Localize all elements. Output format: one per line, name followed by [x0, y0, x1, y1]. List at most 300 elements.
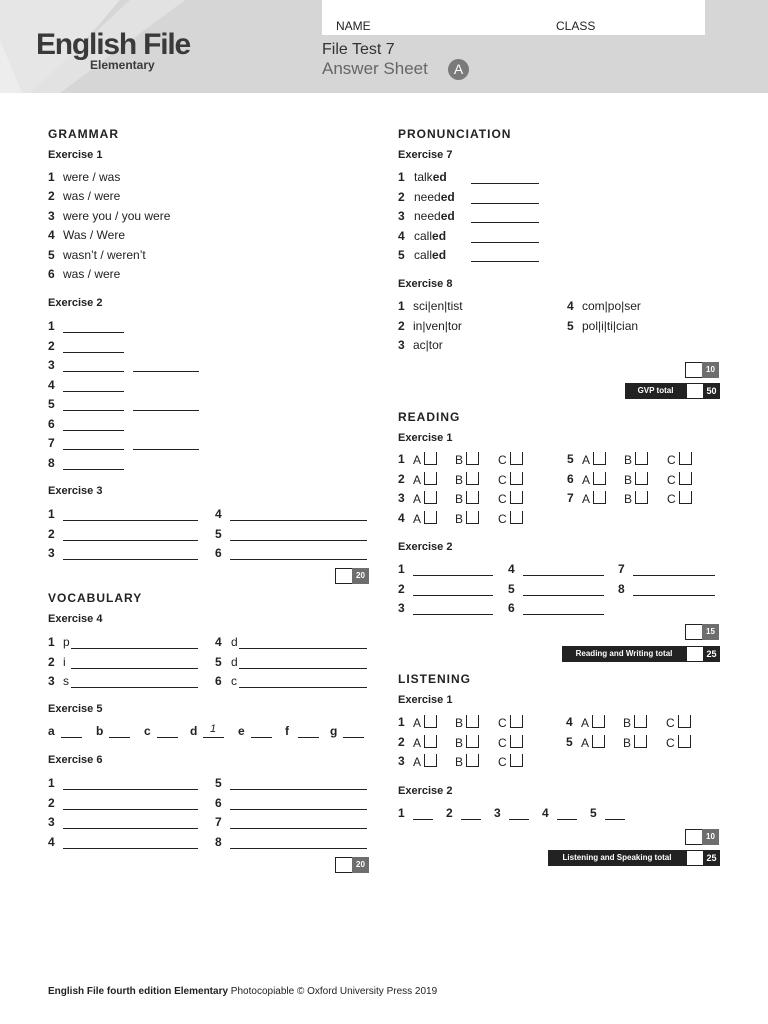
class-label: CLASS [556, 19, 596, 33]
option-checkbox[interactable] [510, 472, 523, 485]
option-checkbox[interactable] [635, 472, 648, 485]
option-letter: B [624, 453, 633, 467]
item-number: 3 [48, 208, 55, 223]
answer-line[interactable] [63, 469, 124, 470]
answer-line[interactable] [471, 242, 539, 243]
score-blank[interactable] [685, 829, 703, 845]
answer-line[interactable] [230, 559, 367, 560]
pronunciation-score-box [685, 362, 720, 378]
option-checkbox[interactable] [466, 511, 479, 524]
footer-copyright: Photocopiable © Oxford University Press 2019 [228, 986, 438, 997]
item-number: 4 [48, 228, 55, 243]
syllable-word: sci|en|tist [413, 299, 463, 313]
answer-line[interactable] [239, 687, 367, 688]
syllable-word: ac|tor [413, 338, 443, 352]
item-number: 5 [566, 734, 573, 749]
answer-line[interactable] [413, 614, 493, 615]
item-number: 5 [398, 248, 405, 262]
word-stem: call [414, 228, 433, 243]
score-blank[interactable] [335, 857, 353, 873]
option-b [623, 735, 647, 750]
gvp-total-label: GVP total [625, 383, 686, 399]
option-letter: C [498, 716, 507, 730]
syllable-word: pol|i|ti|cian [582, 318, 639, 333]
first-letter: d [231, 654, 238, 669]
listening-speaking-total-box [548, 850, 720, 866]
listening-speaking-total-label: Listening and Speaking total [548, 850, 686, 866]
item-number: 3 [398, 209, 405, 223]
test-title: File Test 7 [322, 41, 395, 58]
answer-line[interactable] [63, 371, 124, 372]
answer-line[interactable] [63, 540, 198, 541]
item-number: 2 [398, 318, 405, 333]
word-ending: ed [432, 248, 447, 262]
grammar-ex1-title: Exercise 1 [48, 149, 103, 161]
answer-line[interactable] [509, 819, 529, 820]
option-checkbox[interactable] [592, 715, 605, 728]
option-letter: B [455, 472, 464, 487]
answer-line[interactable] [63, 559, 198, 560]
word-stem: call [414, 248, 433, 262]
item-number: 3 [494, 806, 501, 820]
letter-label: f [285, 724, 289, 738]
answer-line[interactable] [63, 430, 124, 431]
item-number: 1 [48, 635, 55, 649]
answer-line[interactable] [633, 595, 715, 596]
option-letter: B [455, 453, 464, 467]
item-number: 4 [542, 806, 549, 820]
option-c [498, 715, 523, 730]
answer-line[interactable] [63, 809, 198, 810]
option-a [582, 491, 606, 506]
item-number: 2 [446, 806, 453, 820]
item-number: 7 [215, 815, 222, 829]
item-number: 4 [567, 299, 574, 313]
option-c [498, 511, 523, 526]
answer-line[interactable] [471, 203, 539, 204]
grammar-score-box [335, 568, 370, 584]
option-letter: C [666, 716, 675, 730]
letter-label: e [238, 724, 245, 738]
reading-writing-total-max: 25 [703, 646, 720, 662]
item-number: 2 [48, 338, 55, 353]
item-number: 8 [215, 834, 222, 849]
option-checkbox[interactable] [510, 491, 523, 504]
option-letter: A [581, 716, 590, 730]
item-number: 4 [215, 635, 222, 649]
letter-label: d [190, 724, 198, 738]
option-checkbox[interactable] [466, 491, 479, 504]
item-number: 5 [215, 526, 222, 541]
name-label: NAME [336, 19, 371, 33]
item-number: 6 [48, 416, 55, 431]
option-checkbox[interactable] [679, 452, 692, 465]
example-answer: 1 [210, 723, 217, 735]
score-blank[interactable] [685, 624, 703, 640]
item-number: 4 [48, 377, 55, 392]
item-number: 1 [398, 452, 405, 466]
item-number: 4 [398, 228, 405, 243]
option-b [623, 715, 647, 730]
letter-label: g [330, 724, 338, 738]
option-checkbox[interactable] [593, 491, 606, 504]
option-b [624, 491, 648, 506]
answer-line[interactable] [239, 668, 367, 669]
answer-line[interactable] [343, 737, 364, 738]
option-letter: C [498, 755, 507, 769]
option-checkbox[interactable] [466, 735, 479, 748]
answer-line[interactable] [230, 809, 367, 810]
grammar-ex3-title: Exercise 3 [48, 485, 103, 497]
logo-title: English File [36, 28, 190, 61]
score-max: 20 [352, 857, 369, 873]
option-c [667, 491, 692, 506]
option-c [498, 452, 523, 467]
option-checkbox[interactable] [678, 735, 691, 748]
version-badge: A [448, 59, 469, 80]
answer-line[interactable] [471, 222, 539, 223]
item-number: 1 [48, 319, 55, 333]
answer-line[interactable] [109, 737, 130, 738]
word-stem: need [414, 209, 441, 223]
option-checkbox[interactable] [510, 715, 523, 728]
option-c [498, 754, 523, 769]
vocabulary-heading: VOCABULARY [48, 591, 143, 605]
score-blank[interactable] [685, 362, 703, 378]
item-number: 2 [398, 581, 405, 596]
item-number: 1 [398, 715, 405, 729]
option-checkbox[interactable] [593, 452, 606, 465]
answer-line[interactable] [298, 737, 319, 738]
option-checkbox[interactable] [510, 452, 523, 465]
listening-ex2-title: Exercise 2 [398, 785, 453, 797]
option-checkbox[interactable] [424, 491, 437, 504]
vocabulary-score-box [335, 857, 370, 873]
answer-line[interactable] [633, 575, 715, 576]
answer-line[interactable] [461, 819, 481, 820]
answer-line[interactable] [63, 449, 124, 450]
option-a [413, 491, 437, 506]
item-number: 3 [398, 754, 405, 768]
answer-line[interactable] [63, 352, 124, 353]
option-letter: B [624, 472, 633, 487]
word-stem: talk [414, 170, 433, 184]
answer-text: wasn’t / weren’t [63, 247, 146, 262]
option-letter: C [498, 453, 507, 467]
option-checkbox[interactable] [466, 715, 479, 728]
answer-line[interactable] [230, 789, 367, 790]
option-checkbox[interactable] [678, 715, 691, 728]
option-letter: B [623, 735, 632, 750]
item-number: 6 [48, 267, 55, 281]
option-letter: A [582, 472, 591, 487]
item-number: 3 [48, 546, 55, 560]
item-number: 2 [398, 734, 405, 749]
reading-ex1-title: Exercise 1 [398, 432, 453, 444]
option-letter: C [666, 735, 675, 750]
item-number: 4 [508, 562, 515, 576]
option-checkbox[interactable] [466, 452, 479, 465]
option-checkbox[interactable] [424, 511, 437, 524]
option-checkbox[interactable] [466, 472, 479, 485]
score-max: 20 [352, 568, 369, 584]
name-class-box [322, 0, 705, 35]
word-stem: need [414, 189, 441, 204]
answer-line[interactable] [605, 819, 625, 820]
score-max: 15 [702, 624, 719, 640]
letter-label: a [48, 724, 55, 738]
item-number: 5 [48, 397, 55, 411]
option-checkbox[interactable] [424, 754, 437, 767]
option-checkbox[interactable] [424, 452, 437, 465]
item-number: 4 [215, 507, 222, 521]
pron-ex7-title: Exercise 7 [398, 149, 453, 161]
word [414, 190, 455, 204]
option-checkbox[interactable] [634, 735, 647, 748]
item-number: 2 [398, 471, 405, 486]
item-number: 3 [48, 815, 55, 829]
item-number: 4 [566, 715, 573, 729]
option-c [667, 472, 692, 487]
option-checkbox[interactable] [679, 472, 692, 485]
reading-ex2-title: Exercise 2 [398, 541, 453, 553]
item-number: 1 [398, 562, 405, 576]
answer-line[interactable] [230, 520, 367, 521]
item-number: 6 [215, 674, 222, 688]
answer-text: Was / Were [63, 228, 126, 243]
option-b [624, 452, 648, 467]
item-number: 3 [398, 491, 405, 505]
answer-line[interactable] [157, 737, 178, 738]
answer-line[interactable] [251, 737, 272, 738]
grammar-heading: GRAMMAR [48, 127, 119, 141]
option-letter: C [667, 472, 676, 487]
option-letter: C [498, 492, 507, 506]
score-max: 10 [702, 362, 719, 378]
pron-ex8-title: Exercise 8 [398, 278, 453, 290]
answer-line[interactable] [230, 828, 367, 829]
option-a [413, 735, 437, 750]
answer-line[interactable] [413, 575, 493, 576]
option-a [582, 472, 606, 487]
answer-line[interactable] [63, 391, 124, 392]
vocab-ex5-title: Exercise 5 [48, 703, 103, 715]
option-c [666, 715, 691, 730]
item-number: 1 [398, 299, 405, 313]
option-letter: C [498, 472, 507, 487]
option-letter: B [455, 511, 464, 526]
score-max: 10 [702, 829, 719, 845]
option-a [581, 735, 605, 750]
answer-line[interactable] [133, 410, 199, 411]
item-number: 6 [508, 601, 515, 615]
word [414, 229, 446, 243]
answer-line[interactable] [413, 595, 493, 596]
page-footer [48, 986, 437, 997]
first-letter: s [63, 674, 69, 688]
option-checkbox[interactable] [592, 735, 605, 748]
item-number: 1 [48, 507, 55, 521]
item-number: 5 [567, 318, 574, 333]
option-letter: B [455, 755, 464, 769]
total-blank[interactable] [686, 646, 704, 662]
item-number: 2 [48, 526, 55, 541]
option-letter: A [413, 755, 422, 769]
answer-line[interactable] [63, 332, 124, 333]
option-checkbox[interactable] [635, 491, 648, 504]
letter-label: b [96, 724, 104, 738]
listening-heading: LISTENING [398, 672, 472, 686]
option-c [666, 735, 691, 750]
answer-line[interactable] [230, 540, 367, 541]
item-number: 2 [48, 795, 55, 810]
reading-heading: READING [398, 410, 461, 424]
answer-line[interactable] [523, 595, 604, 596]
total-blank[interactable] [686, 850, 704, 866]
item-number: 2 [48, 189, 55, 204]
pronunciation-heading: PRONUNCIATION [398, 127, 512, 141]
answer-line[interactable] [523, 614, 604, 615]
item-number: 4 [398, 510, 405, 525]
option-letter: B [455, 716, 464, 730]
answer-line[interactable] [71, 668, 198, 669]
option-a [581, 715, 605, 730]
letter-label: c [144, 724, 151, 738]
option-a [413, 754, 437, 769]
item-number: 8 [48, 455, 55, 470]
syllable-word: com|po|ser [582, 299, 641, 313]
option-checkbox[interactable] [424, 715, 437, 728]
option-c [667, 452, 692, 467]
syllable-word: in|ven|tor [413, 318, 462, 333]
answer-line[interactable] [71, 648, 198, 649]
option-letter: A [413, 511, 422, 526]
option-b [455, 472, 479, 487]
option-letter: A [413, 735, 422, 750]
answer-line[interactable] [61, 737, 82, 738]
answer-line[interactable] [230, 848, 367, 849]
first-letter: p [63, 635, 70, 649]
item-number: 5 [48, 247, 55, 262]
answer-text: was / were [63, 189, 121, 204]
item-number: 4 [48, 834, 55, 849]
listening-ex1-title: Exercise 1 [398, 694, 453, 706]
item-number: 6 [567, 471, 574, 486]
listening-score-box [685, 829, 720, 845]
answer-line[interactable] [133, 449, 199, 450]
option-checkbox[interactable] [510, 511, 523, 524]
option-checkbox[interactable] [510, 754, 523, 767]
item-number: 1 [398, 806, 405, 820]
answer-line[interactable] [413, 819, 433, 820]
page-header [0, 0, 768, 93]
word-ending: ed [432, 228, 447, 243]
item-number: 3 [398, 601, 405, 615]
answer-line[interactable] [471, 261, 539, 262]
answer-line[interactable] [71, 687, 198, 688]
answer-line[interactable] [239, 648, 367, 649]
item-number: 7 [618, 562, 625, 576]
word [414, 209, 455, 223]
item-number: 3 [48, 358, 55, 372]
option-checkbox[interactable] [593, 472, 606, 485]
item-number: 3 [48, 674, 55, 688]
option-b [455, 754, 479, 769]
item-number: 7 [567, 491, 574, 505]
answer-line[interactable] [63, 848, 198, 849]
option-letter: A [413, 472, 422, 487]
option-letter: B [455, 492, 464, 506]
item-number: 1 [48, 170, 55, 184]
option-b [455, 735, 479, 750]
option-b [455, 452, 479, 467]
option-letter: A [582, 492, 591, 506]
item-number: 6 [215, 546, 222, 560]
first-letter: c [231, 674, 237, 688]
answer-line[interactable] [133, 371, 199, 372]
answer-line[interactable] [63, 520, 198, 521]
item-number: 8 [618, 581, 625, 596]
answer-line[interactable] [557, 819, 577, 820]
option-checkbox[interactable] [424, 735, 437, 748]
option-checkbox[interactable] [679, 491, 692, 504]
vocab-ex6-title: Exercise 6 [48, 754, 103, 766]
item-number: 5 [215, 654, 222, 669]
option-c [498, 472, 523, 487]
option-checkbox[interactable] [466, 754, 479, 767]
option-b [624, 472, 648, 487]
option-letter: B [623, 716, 632, 730]
answer-line[interactable] [63, 828, 198, 829]
reading-score-box [685, 624, 720, 640]
gvp-total-max: 50 [703, 383, 720, 399]
logo-subtitle: Elementary [90, 58, 155, 72]
option-letter: B [624, 492, 633, 506]
item-number: 1 [398, 170, 405, 184]
reading-writing-total-box [562, 646, 720, 662]
item-number: 5 [590, 806, 597, 820]
option-a [413, 452, 437, 467]
answer-text: were / was [63, 170, 121, 184]
option-a [413, 511, 437, 526]
option-letter: C [498, 511, 507, 526]
option-b [455, 715, 479, 730]
word-ending: ed [440, 209, 455, 223]
option-checkbox[interactable] [510, 735, 523, 748]
item-number: 2 [398, 189, 405, 204]
answer-line[interactable] [523, 575, 604, 576]
total-blank[interactable] [686, 383, 704, 399]
answer-line[interactable] [63, 789, 198, 790]
option-checkbox[interactable] [634, 715, 647, 728]
item-number: 6 [215, 795, 222, 810]
answer-text: was / were [63, 267, 121, 281]
option-checkbox[interactable] [424, 472, 437, 485]
first-letter: d [231, 635, 238, 649]
reading-writing-total-label: Reading and Writing total [562, 646, 686, 662]
answer-text: were you / you were [63, 208, 171, 223]
answer-line[interactable] [63, 410, 124, 411]
option-checkbox[interactable] [635, 452, 648, 465]
answer-line[interactable] [471, 183, 539, 184]
first-letter: i [63, 654, 66, 669]
score-blank[interactable] [335, 568, 353, 584]
word [414, 248, 446, 262]
option-letter: B [455, 735, 464, 750]
option-c [498, 491, 523, 506]
answer-line[interactable] [203, 737, 224, 738]
grammar-ex2-title: Exercise 2 [48, 297, 103, 309]
